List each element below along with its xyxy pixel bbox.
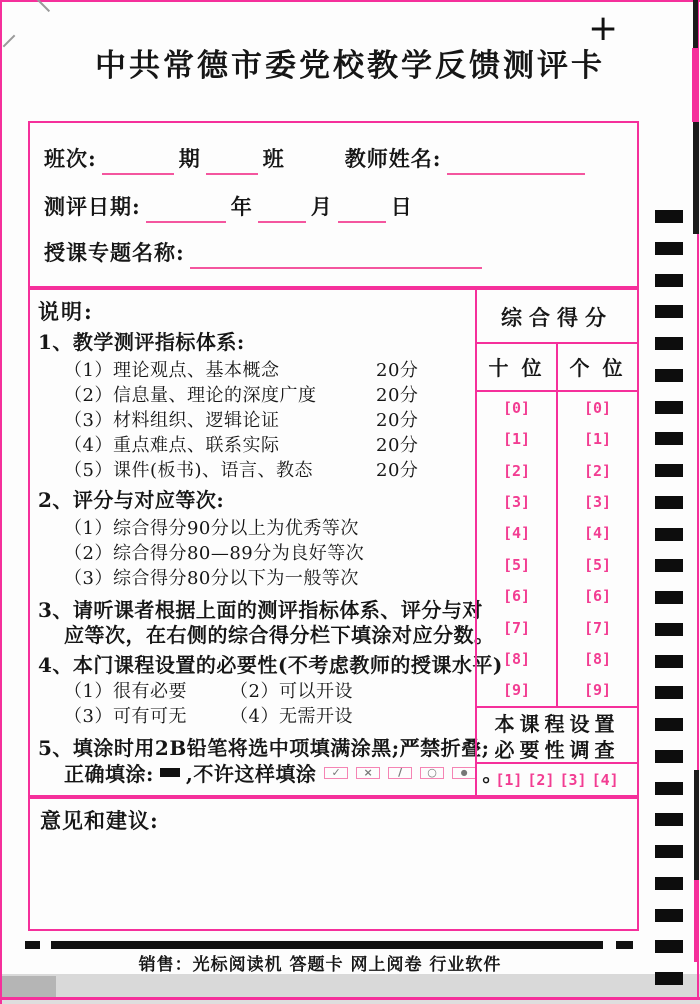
survey-bubble-2[interactable]: [2] (527, 770, 555, 789)
necessity-option-1: （1）很有必要 (64, 681, 187, 702)
score-bubble-tens-9[interactable]: [9] (502, 681, 531, 700)
digit-column-headers (477, 344, 637, 392)
score-bubble-tens-5[interactable]: [5] (502, 555, 531, 574)
survey-bubble-3[interactable]: [3] (559, 770, 587, 789)
date-label: 测评日期: (44, 194, 141, 219)
score-bubble-ones-9[interactable]: [9] (583, 681, 612, 700)
grade-entry: （3）综合得分80分以下为一般等次 (64, 568, 359, 589)
suggestions-label: 意见和建议: (40, 808, 159, 833)
score-bubble-tens-6[interactable]: [6] (502, 587, 531, 606)
indicator-entry (64, 456, 454, 481)
indicator-score: 20分 (376, 385, 419, 406)
score-bubble-tens-4[interactable]: [4] (502, 524, 531, 543)
item3-line1: 3、请听课者根据上面的测评指标体系、评分与对 (38, 598, 483, 622)
score-bubble-ones-5[interactable]: [5] (583, 555, 612, 574)
ones-column-header: 个 位 (556, 344, 637, 390)
indicator-entry (64, 381, 454, 406)
edge-sync-bar (694, 880, 699, 962)
score-bubble-tens-2[interactable]: [2] (502, 461, 531, 480)
timing-mark (655, 464, 683, 477)
topic-row (44, 235, 487, 269)
digit-bubble-grid (477, 392, 637, 708)
score-bubble-tens-3[interactable]: [3] (502, 492, 531, 511)
timing-mark (655, 274, 683, 287)
scan-edge-strip-lower (0, 1000, 700, 1004)
year-suffix: 年 (230, 194, 253, 219)
timing-mark (655, 782, 683, 795)
indicator-score: 20分 (376, 360, 419, 381)
indicator-entry (64, 406, 454, 431)
score-bubble-ones-8[interactable]: [8] (583, 649, 612, 668)
topic-field[interactable] (190, 239, 482, 269)
item5-line2 (64, 758, 503, 787)
class-row (44, 141, 590, 175)
footer-bar-segment (51, 941, 603, 949)
score-bubble-tens-8[interactable]: [8] (502, 649, 531, 668)
ones-digit-column (556, 392, 637, 706)
grade-entry: （1）综合得分90分以上为优秀等次 (64, 518, 359, 539)
edge-sync-bar (693, 122, 699, 234)
timing-mark (655, 242, 683, 255)
registration-cross-icon: + (588, 8, 619, 49)
month-suffix: 月 (310, 194, 333, 219)
timing-mark (655, 655, 683, 668)
timing-mark (655, 750, 683, 763)
instructions-heading: 说明: (38, 299, 94, 324)
timing-mark (655, 940, 683, 953)
page-border-left (0, 0, 2, 1004)
teacher-name-field[interactable] (447, 145, 585, 175)
wrong-fill-example-2: × (356, 767, 380, 779)
date-row (44, 189, 413, 223)
item5-line1: 5、填涂时用2B铅笔将选中项填满涂黑;严禁折叠; (38, 736, 490, 760)
score-bubble-ones-1[interactable]: [1] (583, 430, 612, 449)
edge-sync-bar (694, 770, 699, 880)
item1-title: 1、教学测评指标体系: (38, 330, 245, 354)
indicator-text: （1）理论观点、基本概念 (64, 360, 280, 381)
timing-mark (655, 972, 683, 985)
timing-mark (655, 591, 683, 604)
wrong-fill-example-4: ○ (420, 767, 444, 779)
tens-column-header: 十 位 (488, 356, 545, 380)
timing-mark (655, 623, 683, 636)
wrong-fill-example-3: / (388, 767, 412, 779)
topic-label: 授课专题名称: (44, 240, 185, 265)
info-box (28, 121, 639, 288)
month-field[interactable] (258, 193, 306, 223)
correct-fill-label: 正确填涂: (64, 762, 154, 786)
sentence-end: 。 (482, 762, 503, 786)
timing-mark (655, 369, 683, 382)
class-period-field[interactable] (102, 145, 174, 175)
timing-mark (655, 305, 683, 318)
tens-digit-column (477, 392, 556, 706)
indicator-score: 20分 (376, 460, 419, 481)
timing-mark (655, 528, 683, 541)
score-bubble-tens-1[interactable]: [1] (502, 430, 531, 449)
timing-mark (655, 845, 683, 858)
teacher-name-label: 教师姓名: (344, 146, 442, 171)
timing-mark (655, 432, 683, 445)
indicator-entry (64, 356, 454, 381)
item3-line2: 应等次，在右侧的综合得分栏下填涂对应分数。 (64, 623, 495, 647)
score-bubble-tens-0[interactable]: [0] (502, 398, 531, 417)
score-bubble-ones-0[interactable]: [0] (583, 398, 612, 417)
timing-mark (655, 401, 683, 414)
survey-title (477, 708, 637, 764)
timing-mark (655, 559, 683, 572)
footer-bar-segment (25, 941, 40, 949)
page-border-top (0, 0, 700, 2)
score-bubble-ones-6[interactable]: [6] (583, 587, 612, 606)
necessity-option-3: （3）可有可无 (64, 706, 187, 727)
indicator-text: （3）材料组织、逻辑论证 (64, 410, 280, 431)
indicator-text: （4）重点难点、联系实际 (64, 435, 280, 456)
correct-fill-mark (160, 768, 180, 777)
year-field[interactable] (146, 193, 226, 223)
timing-mark (655, 718, 683, 731)
class-number-field[interactable] (206, 145, 258, 175)
timing-mark (655, 210, 683, 223)
survey-bubble-1[interactable]: [1] (495, 770, 523, 789)
score-panel (475, 288, 639, 797)
instructions-box (28, 288, 503, 797)
wrong-fill-example-5: ● (452, 767, 476, 779)
necessity-option-2: （2）可以开设 (230, 681, 353, 702)
indicator-score: 20分 (376, 410, 419, 431)
class-suffix: 班 (262, 146, 285, 171)
survey-option-bubbles (477, 764, 637, 795)
item2-title: 2、评分与对应等次: (38, 488, 225, 512)
suggestions-box[interactable] (28, 797, 639, 931)
wrong-fill-example-1: ✓ (324, 767, 348, 779)
grade-entry: （2）综合得分80—89分为良好等次 (64, 543, 365, 564)
indicator-entry (64, 431, 454, 456)
day-suffix: 日 (390, 194, 413, 219)
wrong-fill-label: ,不许这样填涂 (185, 762, 317, 786)
footer-bar-segment (616, 941, 633, 949)
score-bubble-tens-7[interactable]: [7] (502, 618, 531, 637)
survey-title-line2: 必要性调查 (494, 738, 620, 762)
score-bubble-ones-3[interactable]: [3] (583, 492, 612, 511)
period-suffix: 期 (178, 146, 201, 171)
timing-mark (655, 337, 683, 350)
page-title: 中共常德市委党校教学反馈测评卡 (95, 48, 605, 84)
timing-mark (655, 813, 683, 826)
timing-mark (655, 877, 683, 890)
survey-bubble-4[interactable]: [4] (591, 770, 619, 789)
indicator-score: 20分 (376, 435, 419, 456)
score-bubble-ones-2[interactable]: [2] (583, 461, 612, 480)
score-bubble-ones-4[interactable]: [4] (583, 524, 612, 543)
indicator-text: （5）课件(板书)、语言、教态 (64, 460, 313, 481)
wrong-fill-examples (316, 767, 476, 779)
score-bubble-ones-7[interactable]: [7] (583, 618, 612, 637)
indicator-text: （2）信息量、理论的深度广度 (64, 385, 317, 406)
day-field[interactable] (338, 193, 386, 223)
timing-mark (655, 686, 683, 699)
survey-title-line1: 本课程设置 (494, 712, 620, 736)
timing-mark (655, 909, 683, 922)
footer-text: 销售：光标阅读机 答题卡 网上阅卷 行业软件 (138, 955, 502, 975)
score-panel-title: 综合得分 (477, 290, 637, 344)
timing-mark (655, 496, 683, 509)
necessity-option-4: （4）无需开设 (230, 706, 353, 727)
item4-title: 4、本门课程设置的必要性(不考虑教师的授课水平) (38, 653, 503, 677)
class-label: 班次: (44, 146, 97, 171)
